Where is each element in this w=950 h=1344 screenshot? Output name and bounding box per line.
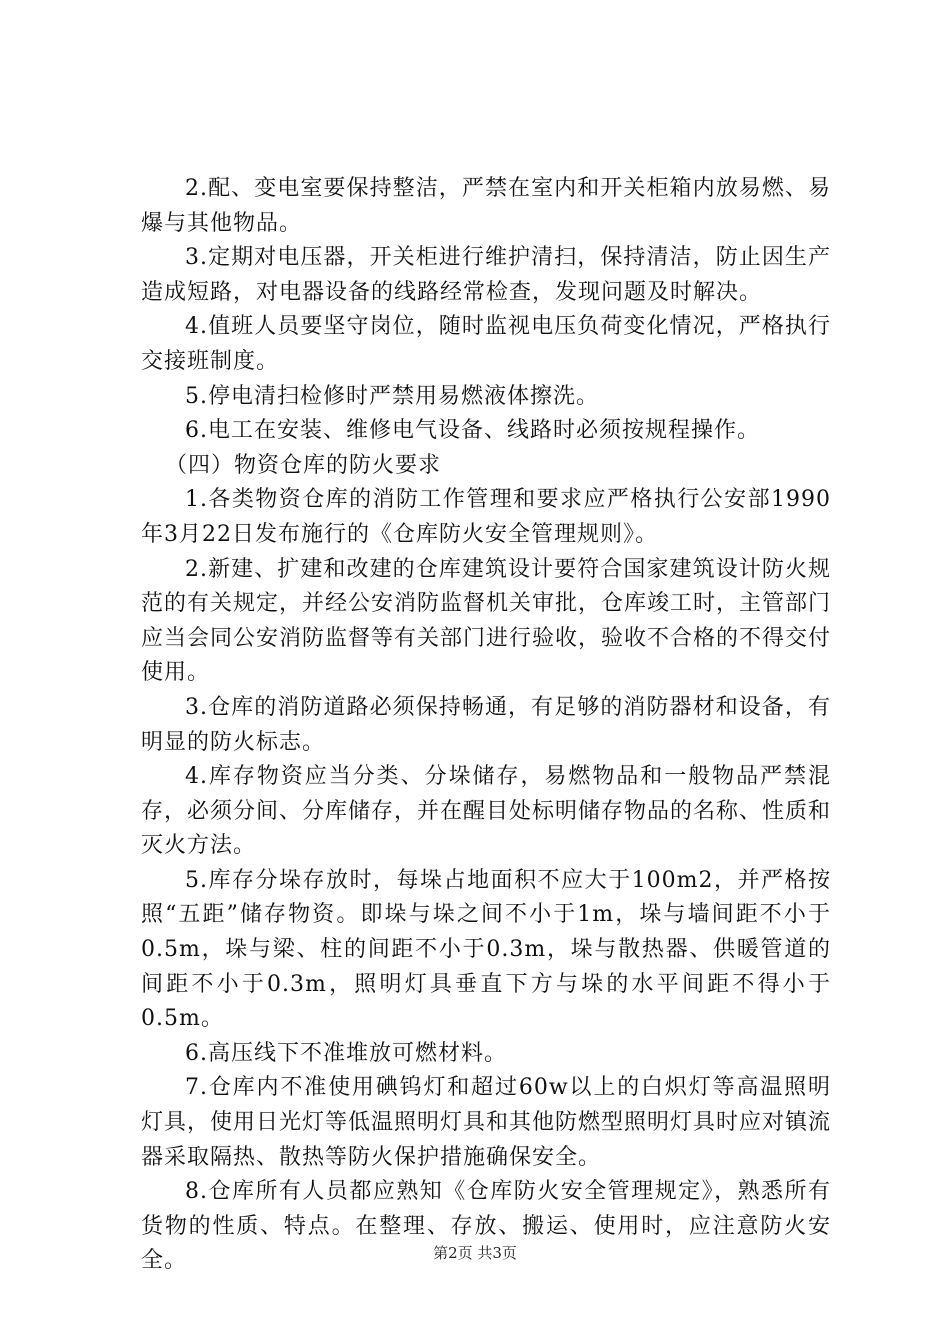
paragraph-no-flammable-cleaning: 5.停电清扫检修时严禁用易燃液体擦洗。: [185, 383, 599, 409]
paragraph-new-construction: 2.新建、扩建和改建的仓库建筑设计要符合国家建筑设计防火规范的有关规定，并经公安消防监督机关审批，仓库竣工时，主管部门应当会同公安消防监督等有关部门进行验收，验收不合格的不得交付使用。: [141, 556, 832, 686]
paragraph-classified-storage: 4.库存物资应当分类、分垛储存，易燃物品和一般物品严禁混存，必须分间、分库储存，并在醒目处标明储存物品的名称、性质和灭火方法。: [141, 764, 832, 859]
paragraph-five-distances: 5.库存分垛存放时，每垛占地面积不应大于100m2，并严格按照“五距”储存物资。即垛与垛之间不小于1m，垛与墙间距不小于0.5m，垛与梁、柱的间距不小于0.3m，垛与散热器、供暖管道的间距不小于0.3m，照明灯具垂直下方与垛的水平间距不得小于0.5m。: [141, 867, 831, 1032]
paragraph-warehouse-regulations: 1.各类物资仓库的消防工作管理和要求应严格执行公安部1990年3月22日发布施行的《仓库防火安全管理规则》。: [141, 487, 831, 547]
paragraph-substation-cleanliness: 2.配、变电室要保持整洁，严禁在室内和开关柜箱内放易燃、易爆与其他物品。: [141, 176, 831, 236]
paragraph-electrician-procedure: 6.电工在安装、维修电气设备、线路时必须按规程操作。: [185, 418, 760, 444]
paragraph-equipment-maintenance: 3.定期对电压器，开关柜进行维护清扫，保持清洁，防止因生产造成短路，对电器设备的线路经常检查，发现问题及时解决。: [141, 245, 831, 305]
page-number-footer: 第2页 共3页: [433, 1244, 517, 1262]
paragraph-high-voltage-lines: 6.高压线下不准堆放可燃材料。: [185, 1040, 507, 1066]
paragraph-fire-lanes: 3.仓库的消防道路必须保持畅通，有足够的消防器材和设备，有明显的防火标志。: [141, 694, 831, 755]
section-heading-warehouse-fire: （四）物资仓库的防火要求: [165, 452, 442, 478]
paragraph-duty-personnel: 4.值班人员要坚守岗位，随时监视电压负荷变化情况，严格执行交接班制度。: [141, 314, 831, 374]
paragraph-lighting-restrictions: 7.仓库内不准使用碘钨灯和超过60w以上的白炽灯等高温照明灯具，使用日光灯等低温照明灯具和其他防燃型照明灯具时应对镇流器采取隔热、散热等防火保护措施确保安全。: [141, 1075, 832, 1170]
document-body: [141, 172, 831, 1279]
paragraph-staff-knowledge: 8.仓库所有人员都应熟知《仓库防火安全管理规定》，熟悉所有货物的性质、特点。在整理、存放、搬运、使用时，应注意防火安全。: [141, 1179, 831, 1274]
